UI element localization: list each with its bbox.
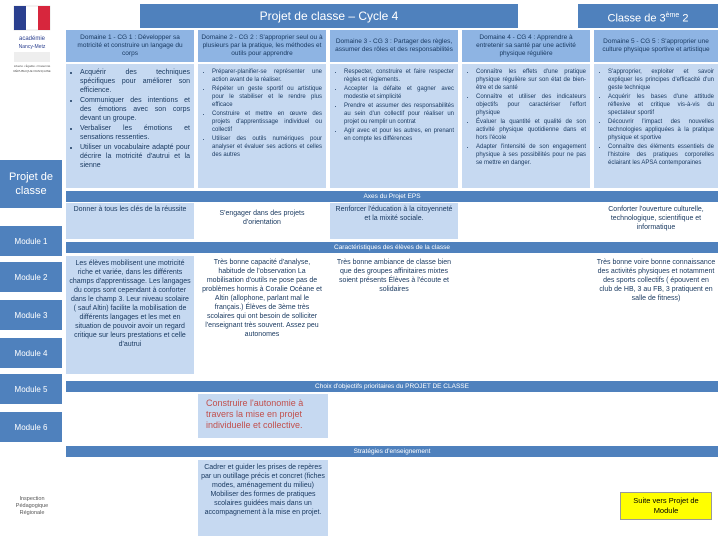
inspection-label: Inspection Pédagogique Régionale — [15, 496, 49, 516]
sidebar-module-2[interactable]: Module 2 — [0, 262, 62, 292]
class-sup: ème — [665, 12, 680, 19]
caracteristiques-connaissance: Très bonne voire bonne connaissance des activités physiques et notamment des sports collectifs ( épouvent en club de HB, 3 au FB, 3 pratiquent en salle de fitness) — [594, 256, 718, 374]
sidebar-module-4[interactable]: Module 4 — [0, 338, 62, 368]
domain-3-item: • Accepter la défaite et gagner avec modestie et simplicité — [344, 85, 454, 101]
sidebar-module-6[interactable]: Module 6 — [0, 412, 62, 442]
sidebar-module-5[interactable]: Module 5 — [0, 374, 62, 404]
domain-2-item: • Construire et mettre en œuvre des projets d'apprentissage individuel ou collectif — [212, 110, 322, 134]
domain-1-item: • Communiquer des intentions et des émotions avec son corps devant un groupe. — [80, 96, 190, 123]
domain-5-item: • Acquérir les bases d'une attitude réflexive et critique vis-à-vis du spectateur sportif — [608, 93, 714, 117]
sidebar-module-1[interactable]: Module 1 — [0, 226, 62, 256]
axe-1: Donner à tous les clés de la réussite — [66, 203, 194, 239]
domain-4-item: • Évaluer la quantité et qualité de son activité physique quotidienne dans et hors l'école — [476, 118, 586, 142]
domain-3-heading: Domaine 3 - CG 3 : Partager des règles, assumer des rôles et des responsabilités — [330, 30, 458, 62]
axes-banner: Axes du Projet EPS — [66, 191, 718, 202]
caracteristiques-analyse: Très bonne capacité d'analyse, habitude de l'observation La mobilisation d'outils ne pose pas de problèmes hormis à Coralie Océane et Altin (allophone, parlant mal le français.) Élèves de 3ème très scolaires qui ont besoin de solliciter l'enseignant très souvent. Assez peu autonomes — [198, 256, 326, 374]
class-suffix: 2 — [679, 12, 689, 25]
axe-5: Conforter l'ouverture culturelle, technologique, scientifique et informatique — [594, 203, 718, 239]
academy-logo — [4, 4, 60, 74]
class-label: Classe de 3 — [607, 12, 666, 25]
strategies-text: Cadrer et guider les prises de repères par un outillage précis et concret (fiches modes, aménagement du milieu) Mobiliser des formes de pratiques scolaires guidées mais dans un accompagnement à la mise en projet. — [198, 460, 328, 536]
domain-5-item: • Connaître des éléments essentiels de l'histoire des pratiques corporelles éclairant les APSA contemporaines — [608, 143, 714, 167]
objectifs-banner: Choix d'objectifs prioritaires du PROJET DE CLASSE — [66, 381, 718, 392]
svg-text:académie: académie — [18, 36, 46, 42]
domain-5-item: • Découvrir l'impact des nouvelles technologies appliquées à la pratique physique et sportive — [608, 118, 714, 142]
domain-1-body — [66, 64, 194, 188]
domain-2-item: • Préparer-planifier-se représenter une action avant de la réaliser. — [212, 68, 322, 84]
page-title: Projet de classe – Cycle 4 — [140, 4, 518, 28]
caracteristiques-motricite: Les élèves mobilisent une motricité riche et variée, dans les différents champs d'apprentissage. Les langages du corps sont cependant à conforter dans le champ 3. Leur niveau scolaire ( sauf Altin) facilite la mobilisation de différents langages et les met en situation de pouvoir avoir un regard critique sur leurs prestations et celle d'autrui — [66, 256, 194, 374]
domain-5-body — [594, 64, 718, 188]
domain-4-body — [462, 64, 590, 188]
domain-2-heading: Domaine 2 - CG 2 : S'approprier seul ou à plusieurs par la pratique, les méthodes et outils pour apprendre — [198, 30, 326, 62]
domain-4-heading: Domaine 4 - CG 4 : Apprendre à entretenir sa santé par une activité physique régulière — [462, 30, 590, 62]
axe-2: S'engager dans des projets d'orientation — [198, 203, 326, 239]
domain-3-item: • Agir avec et pour les autres, en prenant en compte les différences — [344, 127, 454, 143]
caracteristiques-banner: Caractéristiques des élèves de la classe — [66, 242, 718, 253]
domain-3-item: • Prendre et assumer des responsabilités au sein d'un collectif pour réaliser un projet ou remplir un contrat — [344, 102, 454, 126]
svg-text:RÉPUBLIQUE FRANÇAISE: RÉPUBLIQUE FRANÇAISE — [13, 69, 51, 73]
domain-5-item: • S'approprier, exploiter et savoir expliquer les principes d'efficacité d'un geste technique — [608, 68, 714, 92]
caracteristiques-ambiance: Très bonne ambiance de classe bien que des groupes affinitaires mixtes soient présents Élèves à l'écoute et solidaires — [330, 256, 458, 374]
domain-2-body — [198, 64, 326, 188]
domain-5-heading: Domaine 5 - CG 5 : S'approprier une culture physique sportive et artistique — [594, 30, 718, 62]
domain-3-item: • Respecter, construire et faire respecter règles et règlements. — [344, 68, 454, 84]
domain-4-item: • Adapter l'intensité de son engagement physique à ses possibilités pour ne pas se mettre en danger. — [476, 143, 586, 167]
sidebar-module-3[interactable]: Module 3 — [0, 300, 62, 330]
suite-module-button[interactable]: Suite vers Projet de Module — [620, 492, 712, 520]
axe-3: Renforcer l'éducation à la citoyenneté et la mixité sociale. — [330, 203, 458, 239]
domain-1-item: • Utiliser un vocabulaire adapté pour décrire la motricité d'autrui et la sienne — [80, 143, 190, 170]
domain-4-item: • Connaître et utiliser des indicateurs objectifs pour caractériser l'effort physique — [476, 93, 586, 117]
domain-4-item: • Connaître les effets d'une pratique physique régulière sur son état de bien-être et de santé — [476, 68, 586, 92]
objectif-text: Construire l'autonomie à travers la mise en projet individuelle et collective. — [206, 398, 304, 430]
domain-3-body — [330, 64, 458, 188]
svg-text:Liberté • Égalité • Fraternité: Liberté • Égalité • Fraternité — [13, 64, 51, 68]
domain-1-item: • Verbaliser les émotions et sensations ressenties. — [80, 124, 190, 142]
sidebar-projet[interactable]: Projet de classe — [0, 160, 62, 208]
domain-2-item: • Répéter un geste sportif ou artistique pour le stabiliser et le rendre plus efficace — [212, 85, 322, 109]
domain-2-item: • Utiliser des outils numériques pour analyser et évaluer ses actions et celles des autres — [212, 135, 322, 159]
domain-1-item: • Acquérir des techniques spécifiques pour améliorer son efficience. — [80, 68, 190, 95]
class-badge — [578, 4, 718, 28]
objectif-prioritaire — [198, 394, 328, 438]
svg-text:Nancy-Metz: Nancy-Metz — [18, 44, 46, 50]
domain-1-heading: Domaine 1 - CG 1 : Développer sa motricité et construire un langage du corps — [66, 30, 194, 62]
strategies-banner: Stratégies d'enseignement — [66, 446, 718, 457]
